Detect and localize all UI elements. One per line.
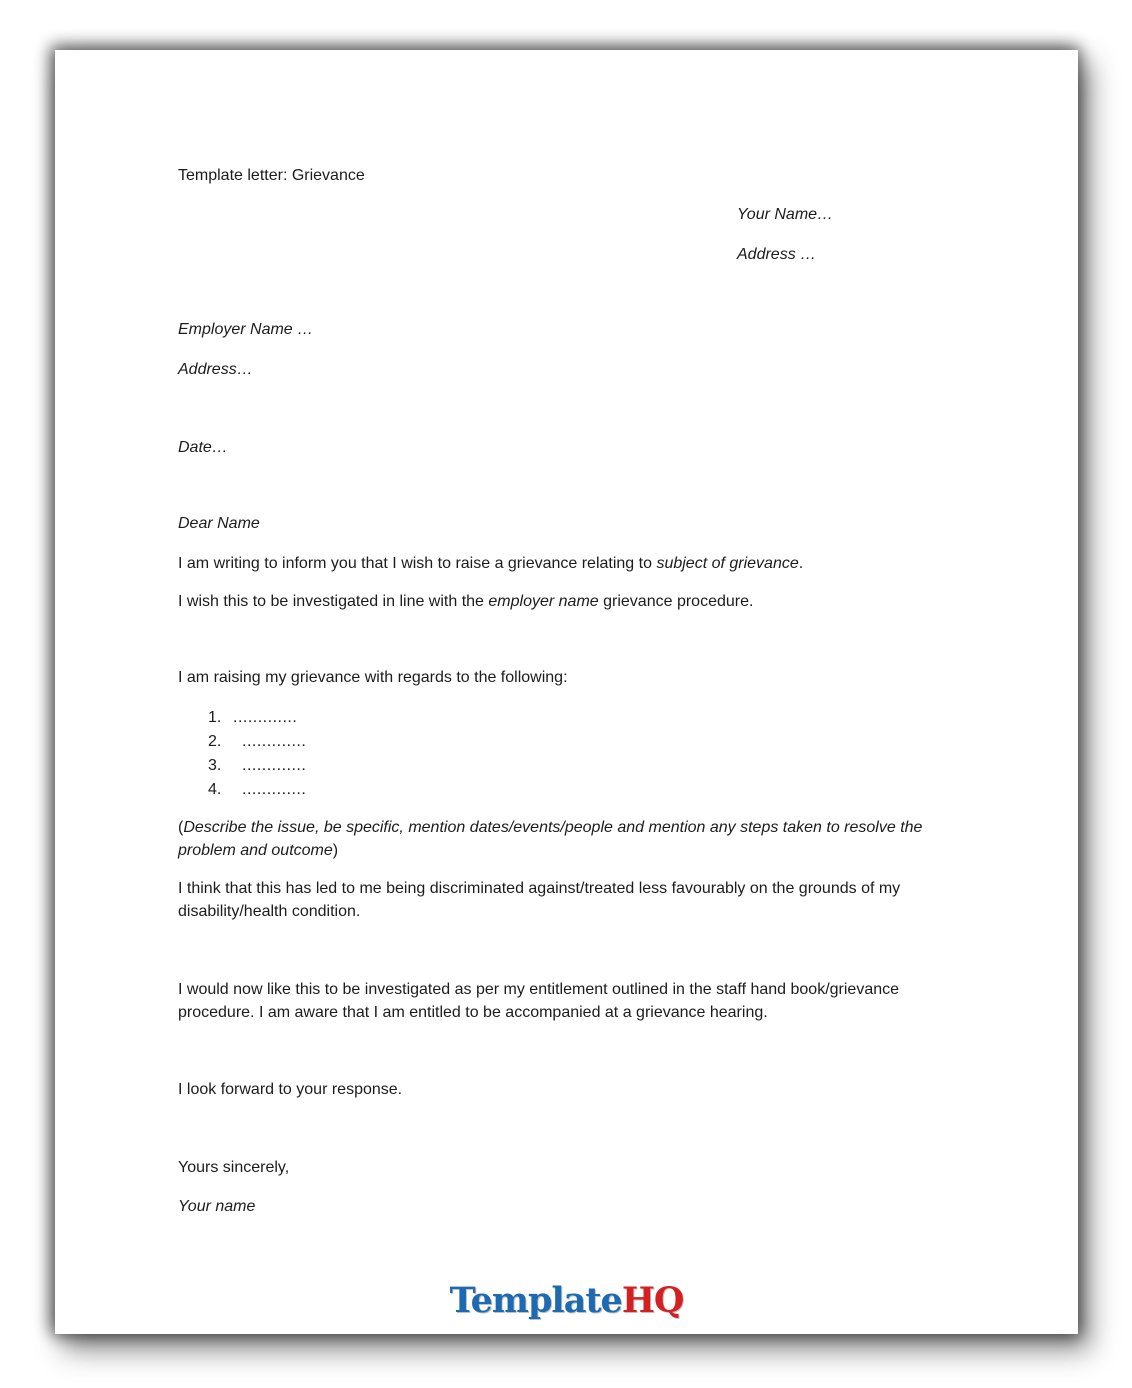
paragraph-text: I am writing to inform you that I wish to raise a grievance relating to (178, 555, 657, 572)
list-item-blank: ............. (242, 757, 307, 774)
date-line: Date… (178, 439, 228, 456)
list-item-blank: ............. (242, 781, 307, 798)
list-item (208, 754, 955, 777)
placeholder-employer-name: employer name (488, 593, 599, 610)
paragraph-look-forward: I look forward to your response. (178, 1081, 403, 1098)
list-item (208, 706, 955, 729)
list-item-number: 4. (208, 781, 222, 798)
list-item-blank: ............. (242, 733, 307, 750)
sender-name: Your Name… (737, 206, 834, 223)
list-item (208, 730, 955, 753)
paragraph-describe-note (178, 816, 955, 862)
list-item-blank: ............. (233, 709, 298, 726)
note-instruction-text: Describe the issue, be specific, mention dates/events/people and mention any steps taken to resolve the problem and outcome (178, 819, 923, 859)
logo-text-template: Template (449, 1280, 622, 1321)
paragraph-grievance-intro (178, 552, 955, 575)
paragraph-text: I wish this to be investigated in line with the (178, 593, 489, 610)
list-item (208, 778, 955, 801)
document-title: Template letter: Grievance (178, 167, 365, 184)
salutation: Dear Name (178, 515, 260, 532)
closing-line: Yours sincerely, (178, 1159, 290, 1176)
sender-address: Address … (737, 246, 817, 263)
note-paren-open: ( (178, 819, 184, 836)
paragraph-investigation-request (178, 590, 955, 613)
paragraph-raising-grievance: I am raising my grievance with regards to the following: (178, 669, 568, 686)
letter-page (55, 50, 1078, 1334)
list-item-number: 3. (208, 757, 222, 774)
employer-name: Employer Name … (178, 321, 314, 338)
paragraph-text: grievance procedure. (598, 593, 754, 610)
templatehq-logo (178, 1282, 955, 1320)
paragraph-text: . (798, 555, 804, 572)
paragraph-investigation-entitlement: I would now like this to be investigated as per my entitlement outlined in the staff hand book/grievance procedure. I am aware that I am entitled to be accompanied at a grievance hearing. (178, 981, 900, 1021)
logo-text-hq: HQ (621, 1280, 684, 1321)
list-item-number: 1. (208, 709, 222, 726)
list-item-number: 2. (208, 733, 222, 750)
placeholder-subject-of-grievance: subject of grievance (656, 555, 799, 572)
paragraph-discrimination: I think that this has led to me being discriminated against/treated less favourably on the grounds of my disability/health condition. (178, 880, 901, 920)
signature-name: Your name (178, 1198, 256, 1215)
note-paren-close: ) (332, 842, 339, 859)
grievance-list (178, 706, 955, 801)
employer-address: Address… (178, 361, 253, 378)
